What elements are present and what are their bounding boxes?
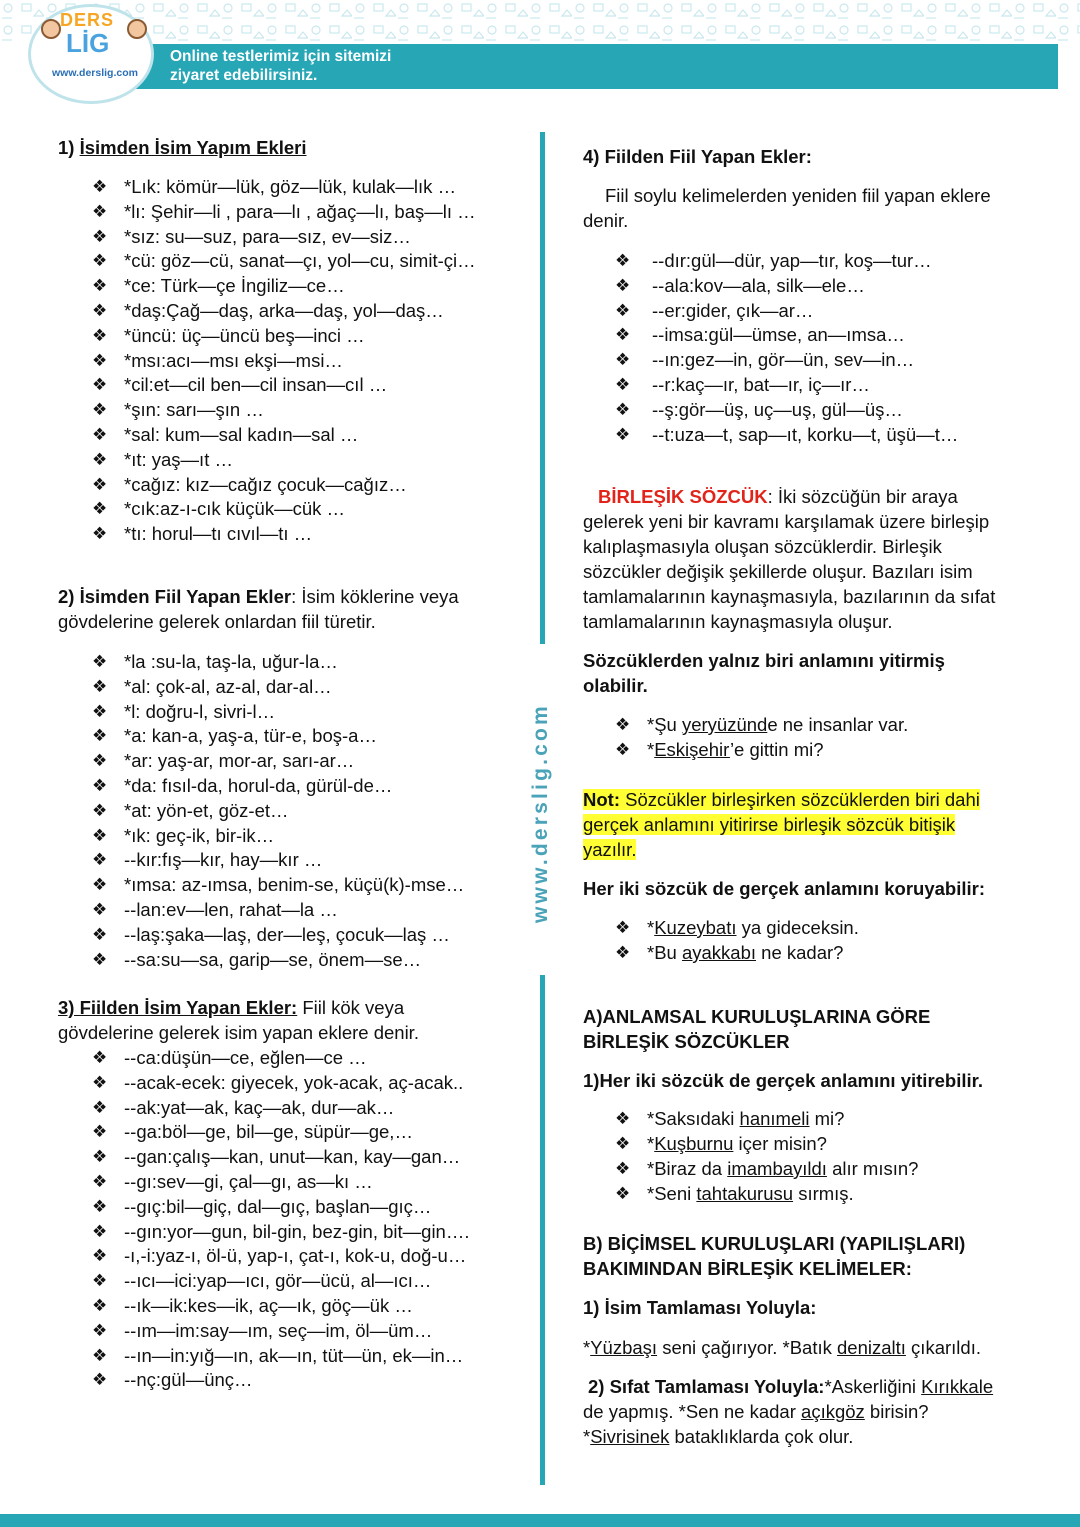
section-4-desc-2: denir. [583, 210, 629, 231]
list-item: *at: yön-et, göz-et… [124, 799, 289, 821]
bullet-icon: ❖ [615, 251, 631, 270]
list-item: *ık: geç-ik, bir-ik… [124, 824, 275, 846]
bullet-icon: ❖ [92, 325, 108, 345]
example-text: *Askerliğini [824, 1376, 922, 1397]
watermark [520, 695, 560, 925]
example-compound-word: hanımeli [739, 1108, 810, 1129]
bullet-icon: ❖ [92, 949, 108, 969]
note-text-2: gerçek anlamını yitirirse birleşik sözcük bitişik [583, 814, 956, 835]
example-text: bataklıklarda çok olur. [669, 1426, 854, 1447]
list-item: *üncü: üç—üncü beş—inci … [124, 324, 365, 346]
list-item: *l: doğru-l, sivri-l… [124, 700, 276, 722]
example-text: * [647, 1133, 655, 1154]
example-text: mi? [809, 1108, 845, 1129]
section-b-example-3 [583, 1401, 929, 1423]
list-item: *ce: Türk—çe İngiliz—ce… [124, 275, 345, 297]
bullet-icon: ❖ [92, 474, 108, 494]
compound-def-1: : İki sözcüğün bir araya [767, 486, 958, 507]
bullet-icon: ❖ [92, 1048, 108, 1067]
list-item: *tı: horul—tı cıvıl—tı … [124, 523, 313, 545]
bullet-icon: ❖ [92, 251, 108, 271]
bullet-icon: ❖ [92, 1271, 108, 1291]
bullet-icon: ❖ [615, 325, 631, 345]
example-compound-word: açıkgöz [801, 1401, 865, 1422]
note-line-1 [583, 789, 980, 811]
section-b-example-4 [583, 1426, 853, 1448]
bullet-icon: ❖ [92, 425, 108, 444]
compound-def-2: gelerek yeni bir kavramı karşılamak üzere birleşip [583, 511, 990, 532]
bullet-icon: ❖ [615, 1134, 631, 1153]
list-item: --sa:su—sa, garip—se, önem—se… [124, 948, 422, 970]
header-line-2: ziyaret edebilirsiniz. [170, 67, 318, 84]
list-item: *al: çok-al, az-al, dar-al… [124, 675, 332, 697]
list-item: --gıç:bil—giç, dal—gıç, başlan—gıç… [124, 1195, 432, 1217]
compound-label: BİRLEŞİK SÖZCÜK [598, 486, 768, 507]
list-item: *a: kan-a, yaş-a, tür-e, boş-a… [124, 725, 377, 747]
list-item: *şın: sarı—şın … [124, 399, 264, 421]
list-item: *ımsa: az-ımsa, benim-se, küçü(k)-mse… [124, 874, 465, 896]
example-compound-word: ayakkabı [681, 942, 757, 963]
bullet-icon: ❖ [92, 201, 108, 221]
section-1-title-text: İsimden İsim Yapım Ekleri [79, 137, 307, 158]
bullet-icon: ❖ [615, 300, 631, 320]
example-text: ya gideceksin. [736, 917, 859, 938]
section-b-title-2: BAKIMINDAN BİRLEŞİK KELİMELER: [583, 1258, 912, 1279]
list-item: --ca:düşün—ce, eğlen—ce … [124, 1047, 367, 1068]
bullet-icon: ❖ [92, 1172, 108, 1191]
bullet-icon: ❖ [92, 400, 108, 420]
bullet-icon: ❖ [615, 1159, 631, 1178]
logo-url[interactable]: www.derslig.com [52, 67, 138, 79]
list-item: --acak-ecek: giyecek, yok-acak, aç-acak.. [124, 1071, 464, 1093]
bullet-icon: ❖ [615, 1109, 631, 1128]
bullet-icon: ❖ [92, 1122, 108, 1142]
bullet-icon: ❖ [92, 652, 108, 671]
bullet-icon: ❖ [92, 701, 108, 721]
section-a-title-2: BİRLEŞİK SÖZCÜKLER [583, 1031, 790, 1052]
note-text-3: yazılır. [583, 839, 637, 860]
list-item: *cağız: kız—cağız çocuk—cağız… [124, 473, 407, 495]
section-2-desc-1: : İsim köklerine veya [291, 586, 459, 607]
example-text: ne kadar? [756, 942, 844, 963]
list-item: *cü: göz—cü, sanat—çı, yol—cu, simit-çi… [124, 250, 476, 272]
example-compound-word: Sivrisinek [590, 1426, 670, 1447]
section-b-sub-1: 1) İsim Tamlaması Yoluyla: [583, 1297, 817, 1318]
compound-def-line-1 [598, 486, 958, 508]
example-text: * [647, 917, 655, 938]
example-text: *Şu [647, 714, 682, 735]
list-item: --t:uza—t, sap—ıt, korku—t, üşü—t… [652, 423, 959, 445]
section-2-desc-2: gövdelerine gelerek onlardan fiil türetir. [58, 611, 376, 632]
section-3-desc-1: Fiil kök veya [297, 997, 405, 1018]
section-a-example-4 [647, 1183, 854, 1205]
example-compound-word: imambayıldı [727, 1158, 827, 1179]
list-item: *ıt: yaş—ıt … [124, 448, 233, 470]
bullet-icon: ❖ [92, 276, 108, 296]
section-b-title-1: B) BİÇİMSEL KURULUŞLARI (YAPILIŞLARI) [583, 1233, 966, 1254]
bullet-icon: ❖ [92, 177, 108, 196]
example-text: birisin? [864, 1401, 929, 1422]
bullet-icon: ❖ [615, 350, 631, 370]
list-item: --nç:gül—ünç… [124, 1369, 253, 1391]
bullet-icon: ❖ [92, 226, 108, 246]
list-item: *sız: su—suz, para—sız, ev—siz… [124, 225, 411, 247]
list-item: *cık:az-ı-cık küçük—cük … [124, 498, 346, 520]
header-pattern [0, 0, 1080, 44]
both-keep-example-2 [647, 942, 843, 964]
section-a-example-3 [647, 1158, 918, 1180]
compound-def-6: tamlamalarının kaynaşmasıyla oluşur. [583, 611, 893, 632]
bullet-icon: ❖ [615, 375, 631, 394]
example-compound-word: Kırıkkale [921, 1376, 994, 1397]
section-1-title [58, 137, 307, 159]
example-compound-word: Kuşburnu [654, 1133, 734, 1154]
note-text-1: Sözcükler birleşirken sözcüklerden biri dahi [619, 789, 980, 810]
list-item: --r:kaç—ır, bat—ır, iç—ır… [652, 374, 870, 395]
list-item: *daş:Çağ—daş, arka—daş, yol—daş… [124, 300, 444, 321]
list-item: --gın:yor—gun, bil-gin, bez-gin, bit—gin…. [124, 1220, 470, 1242]
bullet-icon: ❖ [615, 943, 631, 962]
list-item: *ar: yaş-ar, mor-ar, sarı-ar… [124, 750, 355, 772]
section-3-title: 3) Fiilden İsim Yapan Ekler: [58, 997, 298, 1018]
bullet-icon: ❖ [92, 449, 108, 469]
bullet-icon: ❖ [92, 375, 108, 395]
logo-text-top: DERS [60, 10, 115, 30]
bullet-icon: ❖ [92, 1370, 108, 1390]
bullet-icon: ❖ [92, 850, 108, 870]
section-a-example-2 [647, 1133, 827, 1155]
bullet-icon: ❖ [615, 424, 631, 444]
header-line-1: Online testlerimiz için sitemizi [170, 48, 392, 65]
list-item: --gı:sev—gi, çal—gı, as—kı … [124, 1171, 373, 1192]
bullet-icon: ❖ [615, 1184, 631, 1203]
kid-left-icon [41, 19, 61, 39]
example-compound-word: Kuzeybatı [654, 917, 737, 938]
example-text: içer misin? [733, 1133, 827, 1154]
example-compound-word: Eskişehir [654, 739, 730, 760]
bullet-icon: ❖ [92, 1072, 108, 1092]
bullet-icon: ❖ [92, 1246, 108, 1266]
list-item: *cil:et—cil ben—cil insan—cıl … [124, 374, 388, 396]
section-4-desc-1: Fiil soylu kelimelerden yeniden fiil yapan eklere [605, 185, 991, 206]
list-item: --ın—in:yığ—ın, ak—ın, tüt—ün, ek—in… [124, 1344, 464, 1366]
list-item: --gan:çalış—kan, unut—kan, kay—gan… [124, 1146, 461, 1168]
example-text: sırmış. [793, 1183, 854, 1204]
list-item: --ıcı—ici:yap—ıcı, gör—ücü, al—ıcı… [124, 1270, 432, 1292]
both-keep-title: Her iki sözcük de gerçek anlamını koruyabilir: [583, 878, 986, 899]
one-loses-title-1: Sözcüklerden yalnız biri anlamını yitirmiş [583, 650, 945, 671]
list-item: *da: fısıl-da, horul-da, gürül-de… [124, 775, 393, 796]
list-item: --ım—im:say—ım, seç—im, öl—üm… [124, 1319, 433, 1341]
list-item: --ga:böl—ge, bil—ge, süpür—ge,… [124, 1121, 413, 1143]
section-1-number: 1) [58, 137, 75, 158]
note-line-2 [583, 814, 955, 836]
bullet-icon: ❖ [92, 1147, 108, 1167]
bullet-icon: ❖ [92, 726, 108, 746]
footer-bar [0, 1514, 1080, 1527]
example-compound-word: yeryüzünd [681, 714, 768, 735]
bullet-icon: ❖ [92, 825, 108, 845]
section-3-desc-2: gövdelerine gelerek isim yapan eklere denir. [58, 1022, 419, 1043]
section-b-example-1 [583, 1337, 981, 1359]
bullet-icon: ❖ [92, 1097, 108, 1117]
example-compound-word: Yüzbaşı [590, 1337, 658, 1358]
example-text: e ne insanlar var. [767, 714, 909, 735]
note-highlight [583, 789, 980, 810]
one-loses-example-2 [647, 739, 824, 761]
compound-def-4: sözcükler değişik şekillerde oluşur. Bazıları isim [583, 561, 973, 582]
list-item: *la :su-la, taş-la, uğur-la… [124, 651, 338, 672]
section-b-sub-2-line [588, 1376, 993, 1398]
section-a-sub: 1)Her iki sözcük de gerçek anlamını yitirebilir. [583, 1070, 983, 1091]
example-text: * [583, 1426, 591, 1447]
list-item: --ak:yat—ak, kaç—ak, dur—ak… [124, 1096, 395, 1118]
kid-right-icon [127, 19, 147, 39]
list-item: *Lık: kömür—lük, göz—lük, kulak—lık … [124, 176, 457, 197]
list-item: --lan:ev—len, rahat—la … [124, 899, 338, 920]
section-2-heading [58, 586, 459, 608]
bullet-icon: ❖ [615, 918, 631, 937]
section-4-title: 4) Fiilden Fiil Yapan Ekler: [583, 146, 812, 167]
example-text: seni çağırıyor. *Batık [657, 1337, 838, 1358]
bullet-icon: ❖ [615, 275, 631, 295]
compound-def-3: kalıplaşmasıyla oluşan sözcüklerdir. Birleşik [583, 536, 942, 557]
bullet-icon: ❖ [92, 301, 108, 320]
example-compound-word: tahtakurusu [696, 1183, 794, 1204]
list-item: *msı:acı—msı ekşi—msi… [124, 349, 343, 371]
list-item: -ı,-i:yaz-ı, öl-ü, yap-ı, çat-ı, kok-u, doğ-u… [124, 1245, 467, 1267]
section-3-heading [58, 997, 404, 1019]
example-text: * [647, 739, 655, 760]
bullet-icon: ❖ [92, 900, 108, 919]
list-item: --laş:şaka—laş, der—leş, çocuk—laş … [124, 923, 450, 945]
example-text: *Seni [647, 1183, 697, 1204]
bullet-icon: ❖ [92, 1196, 108, 1216]
bullet-icon: ❖ [92, 800, 108, 820]
list-item: --ala:kov—ala, silk—ele… [652, 274, 865, 296]
example-text: de yapmış. *Sen ne kadar [583, 1401, 802, 1422]
list-item: *lı: Şehir—li , para—lı , ağaç—lı, baş—lı … [124, 200, 476, 222]
list-item: --er:gider, çık—ar… [652, 299, 814, 321]
example-text: ’e gittin mi? [729, 739, 824, 760]
list-item: *sal: kum—sal kadın—sal … [124, 424, 359, 445]
bullet-icon: ❖ [92, 924, 108, 944]
bullet-icon: ❖ [92, 1296, 108, 1315]
one-loses-example-1 [647, 714, 908, 736]
example-text: *Biraz da [647, 1158, 728, 1179]
both-keep-example-1 [647, 917, 859, 939]
bullet-icon: ❖ [92, 1221, 108, 1241]
logo-text-bottom: LİG [66, 28, 110, 58]
list-item: --imsa:gül—ümse, an—ımsa… [652, 324, 905, 346]
header-text [170, 47, 391, 85]
bullet-icon: ❖ [92, 350, 108, 370]
bullet-icon: ❖ [615, 399, 631, 419]
column-divider-bottom [540, 975, 545, 1485]
bullet-icon: ❖ [615, 715, 631, 734]
example-text: çıkarıldı. [905, 1337, 981, 1358]
section-2-title: 2) İsimden Fiil Yapan Ekler [58, 586, 292, 607]
bullet-icon: ❖ [92, 776, 108, 795]
one-loses-title-2: olabilir. [583, 675, 648, 696]
list-item: --kır:fış—kır, hay—kır … [124, 849, 323, 871]
list-item: --ş:gör—üş, uç—uş, gül—üş… [652, 398, 903, 420]
example-compound-word: denizaltı [837, 1337, 906, 1358]
bullet-icon: ❖ [92, 524, 108, 544]
bullet-icon: ❖ [92, 1320, 108, 1340]
list-item: --ın:gez—in, gör—ün, sev—in… [652, 349, 915, 371]
list-item: --ık—ik:kes—ik, aç—ık, göç—ük … [124, 1295, 413, 1316]
example-text: *Saksıdaki [647, 1108, 740, 1129]
note-line-3 [583, 839, 636, 861]
section-b-sub-2: 2) Sıfat Tamlaması Yoluyla: [588, 1376, 825, 1397]
bullet-icon: ❖ [92, 875, 108, 895]
example-text: alır mısın? [826, 1158, 919, 1179]
compound-def-5: tamlamalarının kaynaşmasıyla, bazılarının da sıfat [583, 586, 996, 607]
column-divider-top [540, 132, 545, 644]
section-a-example-1 [647, 1108, 844, 1130]
watermark-text: www.derslig.com [529, 703, 552, 923]
section-a-title-1: A)ANLAMSAL KURULUŞLARINA GÖRE [583, 1006, 931, 1027]
bullet-icon: ❖ [92, 676, 108, 696]
example-text: * [583, 1337, 591, 1358]
bullet-icon: ❖ [92, 751, 108, 771]
bullet-icon: ❖ [615, 740, 631, 759]
list-item: --dır:gül—dür, yap—tır, koş—tur… [652, 250, 932, 271]
bullet-icon: ❖ [92, 499, 108, 519]
note-label: Not: [583, 789, 620, 810]
example-text: *Bu [647, 942, 682, 963]
bullet-icon: ❖ [92, 1345, 108, 1365]
